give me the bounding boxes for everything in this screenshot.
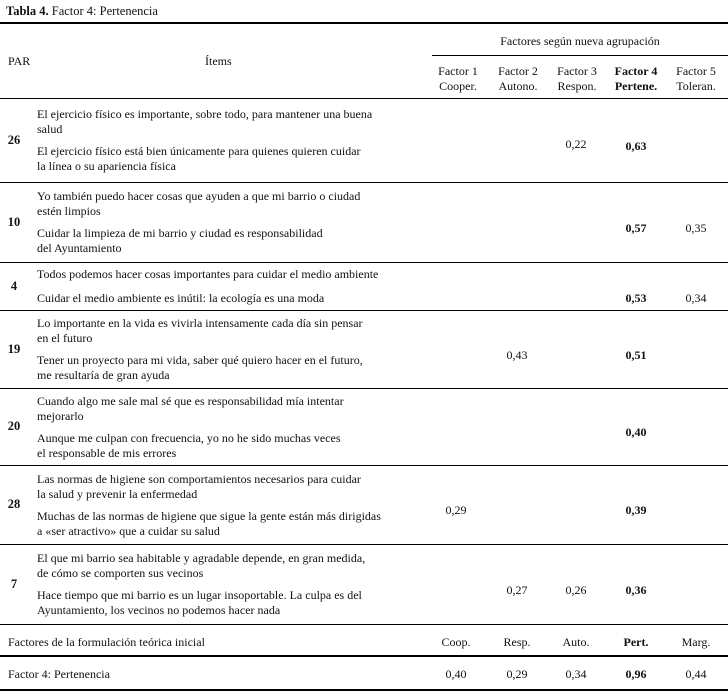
header-factor-2: Factor 2 Autono.	[498, 64, 538, 93]
item-text-line: a «ser atractivo» que a cuidar su salud	[37, 524, 220, 538]
row-par: 19	[7, 342, 21, 356]
rule-top	[0, 22, 728, 24]
summary-value: 0,29	[506, 667, 528, 681]
item-text-line: Cuidar el medio ambiente es inútil: la ecología es una moda	[37, 291, 325, 305]
item-text-line: El que mi barrio sea habitable y agradable depende, en gran medida,	[37, 551, 366, 565]
rule-group	[432, 55, 728, 56]
item-text-line: Aunque me culpan con frecuencia, yo no he sido muchas veces	[37, 431, 341, 445]
caption-title: Factor 4: Pertenencia	[51, 4, 158, 18]
header-factor-3: Factor 3 Respon.	[557, 64, 597, 93]
factor-value: 0,29	[445, 503, 467, 517]
item-text-line: Hace tiempo que mi barrio es un lugar insoportable. La culpa es del	[37, 588, 362, 602]
item-text-line: Todos podemos hacer cosas importantes para cuidar el medio ambiente	[37, 267, 379, 281]
rule-body-bottom	[0, 624, 728, 625]
row-divider	[0, 262, 728, 263]
item-text-line: la salud y prevenir la enfermedad	[37, 487, 198, 501]
theory-value: Coop.	[441, 635, 471, 649]
factor-value: 0,36	[625, 583, 647, 597]
item-text-line: Lo importante en la vida es vivirla intensamente cada día sin pensar	[37, 316, 363, 330]
factor-value: 0,40	[625, 425, 647, 439]
item-text-line: Cuidar la limpieza de mi barrio y ciudad es responsabilidad	[37, 226, 323, 240]
item-text-line: mejorarlo	[37, 409, 84, 423]
theory-value: Resp.	[503, 635, 531, 649]
factor-value: 0,22	[565, 137, 587, 151]
header-factor-4: Factor 4 Pertene.	[614, 64, 658, 93]
factor-value: 0,43	[506, 348, 528, 362]
row-par: 26	[7, 133, 21, 147]
row-divider	[0, 182, 728, 183]
header-factor-1: Factor 1 Cooper.	[438, 64, 478, 93]
header-group-title: Factores según nueva agrupación	[500, 34, 660, 48]
table-caption	[6, 4, 158, 19]
theory-value: Auto.	[562, 635, 590, 649]
item-text-line: en el futuro	[37, 331, 93, 345]
factor-value: 0,27	[506, 583, 528, 597]
factor-value: 0,34	[685, 291, 707, 305]
factor-value: 0,39	[625, 503, 647, 517]
row-divider	[0, 465, 728, 466]
header-par: PAR	[8, 54, 31, 68]
factor-value: 0,35	[685, 221, 707, 235]
item-text-line: Ayuntamiento, los vecinos no podemos hacer nada	[37, 603, 281, 617]
item-text-line: el responsable de mis errores	[37, 446, 177, 460]
row-par: 28	[7, 497, 21, 511]
factor-value: 0,26	[565, 583, 587, 597]
factor-value: 0,51	[625, 348, 647, 362]
row-par: 7	[10, 577, 18, 591]
factor-value: 0,57	[625, 221, 647, 235]
item-text-line: estén limpios	[37, 204, 101, 218]
item-text-line: de cómo se comporten sus vecinos	[37, 566, 204, 580]
rule-table-bottom	[0, 689, 728, 691]
item-text-line: me resultaría de gran ayuda	[37, 368, 170, 382]
summary-value: 0,34	[565, 667, 587, 681]
row-divider	[0, 544, 728, 545]
row-par: 20	[7, 419, 21, 433]
header-items: Ítems	[205, 54, 232, 68]
rule-summary-top	[0, 655, 728, 657]
summary-value: 0,44	[685, 667, 707, 681]
row-par: 10	[7, 215, 21, 229]
factor-value: 0,63	[625, 139, 647, 153]
item-text-line: salud	[37, 122, 63, 136]
theory-label: Factores de la formulación teórica inicial	[8, 635, 205, 649]
item-text-line: El ejercicio físico es importante, sobre todo, para mantener una buena	[37, 107, 373, 121]
summary-value: 0,96	[625, 667, 647, 681]
item-text-line: El ejercicio físico está bien únicamente para quienes quieren cuidar	[37, 144, 361, 158]
item-text-line: Yo también puedo hacer cosas que ayuden a que mi barrio o ciudad	[37, 189, 361, 203]
item-text-line: Cuando algo me sale mal sé que es responsabilidad mía intentar	[37, 394, 344, 408]
rule-header-bottom	[0, 98, 728, 99]
item-text-line: del Ayuntamiento	[37, 241, 122, 255]
row-par: 4	[10, 279, 18, 293]
theory-value: Pert.	[623, 635, 649, 649]
summary-label: Factor 4: Pertenencia	[8, 667, 110, 681]
item-text-line: Muchas de las normas de higiene que sigue la gente están más dirigidas	[37, 509, 381, 523]
item-text-line: la línea o su apariencia física	[37, 159, 176, 173]
row-divider	[0, 388, 728, 389]
factor-value: 0,53	[625, 291, 647, 305]
summary-value: 0,40	[445, 667, 467, 681]
header-factor-5: Factor 5 Toleran.	[676, 64, 716, 93]
item-text-line: Tener un proyecto para mi vida, saber qué quiero hacer en el futuro,	[37, 353, 363, 367]
theory-value: Marg.	[681, 635, 711, 649]
item-text-line: Las normas de higiene son comportamientos necesarios para cuidar	[37, 472, 361, 486]
row-divider	[0, 310, 728, 311]
caption-label: Tabla 4.	[6, 4, 49, 18]
